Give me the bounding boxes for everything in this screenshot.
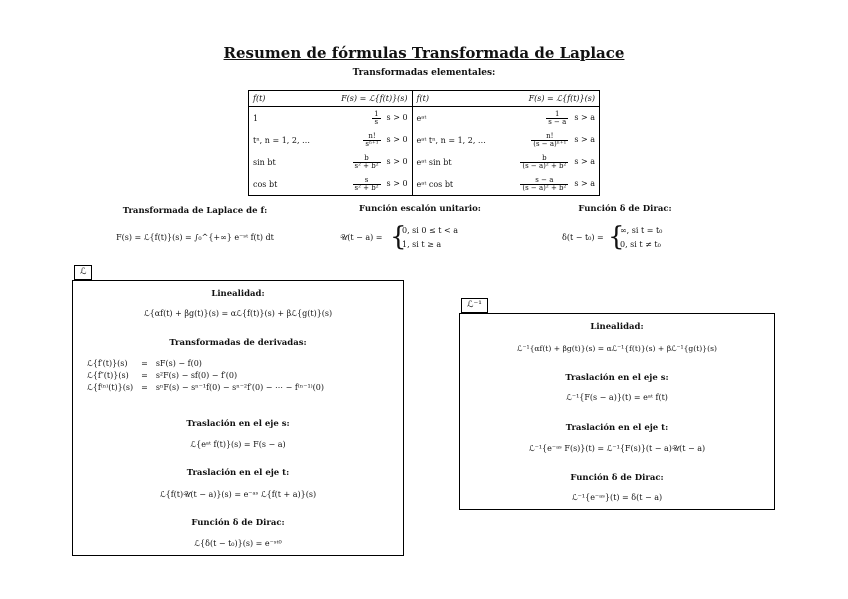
cell-f: eᵃᵗ cos bt (416, 179, 454, 189)
derivatives-heading: Transformadas de derivadas: (169, 338, 307, 348)
denominator: s² + b² (354, 161, 379, 170)
numerator: s − a (520, 177, 568, 185)
unit-step-definition (340, 224, 520, 254)
cell-f: eᵃᵗ (416, 113, 427, 123)
table-row (249, 107, 600, 130)
fraction (353, 155, 381, 170)
table-row (249, 173, 600, 196)
inv-shift-s-heading: Traslación en el eje s: (565, 373, 669, 383)
cell-f: sin bt (253, 157, 276, 167)
laplace-properties-box (72, 280, 404, 556)
cell-F (503, 107, 600, 130)
cell-f: tⁿ, n = 1, 2, … (253, 135, 311, 145)
fraction (546, 111, 568, 126)
inv-dirac-heading: Función δ de Dirac: (570, 473, 664, 483)
inv-shift-s-formula: ℒ⁻¹{F(s − a)}(t) = eᵃᵗ f(t) (566, 393, 668, 402)
laplace-definition-formula: F(s) = ℒ{f(t)}(s) = ∫₀^{+∞} e⁻ˢᵗ f(t) dt (116, 233, 274, 242)
col-header-f1: f(t) (249, 91, 325, 107)
col-header-F1: F(s) = ℒ{f(t)}(s) (325, 91, 412, 107)
deriv-rhs: sF(s) − f(0) (155, 359, 202, 368)
numerator: n! (531, 133, 568, 141)
dirac-lhs: δ(t − t₀) = (562, 233, 604, 242)
table-header-row (249, 91, 600, 107)
cell-F (503, 129, 600, 151)
inv-linearity-heading: Linealidad: (590, 322, 644, 332)
cell-F (503, 151, 600, 173)
page-title: Resumen de fórmulas Transformada de Laplace (223, 44, 625, 62)
numerator: s (353, 177, 381, 185)
dirac-case-2: 0, si t ≠ t₀ (620, 240, 661, 249)
denominator: s (374, 117, 379, 126)
condition: s > 0 (386, 135, 408, 144)
dirac-case-1: ∞, si t = t₀ (620, 226, 663, 235)
unit-step-case-1: 0, si 0 ≤ t < a (402, 226, 459, 235)
cell-f: 1 (253, 113, 259, 123)
deriv-lhs: ℒ{f⁽ⁿ⁾(t)}(s) (87, 383, 134, 392)
numerator: 1 (546, 111, 568, 119)
denominator: (s − a)² + b² (522, 161, 567, 170)
deriv-lhs: ℒ{f′(t)}(s) (87, 359, 128, 368)
linearity-formula: ℒ{αf(t) + βg(t)}(s) = αℒ{f(t)}(s) + βℒ{g(t)}(s) (143, 309, 333, 318)
laplace-box-tag: ℒ (74, 265, 92, 280)
denominator: (s − a)² + b² (522, 183, 567, 192)
derivatives-equations (87, 359, 324, 392)
unit-step-lhs: 𝒰(t − a) = (340, 233, 383, 242)
deriv-eq: = (141, 383, 148, 392)
deriv-lhs: ℒ{f″(t)}(s) (87, 371, 129, 380)
inv-dirac-formula: ℒ⁻¹{e⁻ᵃˢ}(t) = δ(t − a) (571, 493, 663, 502)
condition: s > 0 (386, 157, 408, 166)
inverse-laplace-properties-box (459, 313, 775, 510)
cell-F (325, 129, 412, 151)
numerator: b (520, 155, 568, 163)
unit-step-case-2: 1, si t ≥ a (402, 240, 442, 249)
denominator: sⁿ⁺¹ (365, 139, 379, 148)
cell-f: eᵃᵗ tⁿ, n = 1, 2, … (416, 135, 486, 145)
denominator: s − a (548, 117, 567, 126)
condition: s > a (574, 135, 595, 144)
inv-shift-t-formula: ℒ⁻¹{e⁻ᵃˢ F(s)}(t) = ℒ⁻¹{F(s)}(t − a)𝒰(t − a) (528, 444, 706, 453)
shift-s-formula: ℒ{eᵃᵗ f(t)}(s) = F(s − a) (190, 440, 286, 449)
inv-linearity-formula: ℒ⁻¹{αf(t) + βg(t)}(s) = αℒ⁻¹{f(t)}(s) + βℒ⁻¹{g(t)}(s) (517, 344, 717, 353)
brace-icon: { (608, 222, 625, 252)
cell-f: cos bt (253, 179, 278, 189)
brace-icon: { (390, 222, 407, 252)
unit-step-heading: Función escalón unitario: (359, 204, 481, 214)
fraction (520, 155, 568, 170)
numerator: n! (363, 133, 380, 141)
dirac-definition (562, 224, 712, 254)
numerator: 1 (374, 109, 379, 118)
condition: s > 0 (386, 179, 408, 188)
cell-F (325, 151, 412, 173)
dirac-transform-formula: ℒ{δ(t − t₀)}(s) = e⁻ˢᵗ⁰ (194, 539, 282, 548)
fraction (353, 177, 381, 192)
deriv-eq: = (141, 359, 148, 368)
condition: s > a (574, 179, 595, 188)
cell-f: eᵃᵗ sin bt (416, 157, 452, 167)
col-header-F2: F(s) = ℒ{f(t)}(s) (503, 91, 600, 107)
col-header-f2: f(t) (412, 91, 503, 107)
shift-t-formula: ℒ{f(t)𝒰(t − a)}(s) = e⁻ᵃˢ ℒ{f(t + a)}(s) (159, 490, 317, 499)
numerator: b (353, 155, 381, 163)
fraction (372, 111, 380, 126)
fraction (363, 133, 380, 148)
deriv-rhs: s²F(s) − sf(0) − f′(0) (155, 371, 238, 380)
denominator: s² + b² (354, 183, 379, 192)
condition: s > a (574, 113, 595, 122)
denominator: (s − a)ⁿ⁺¹ (533, 139, 567, 148)
inverse-laplace-box-tag: ℒ⁻¹ (461, 298, 488, 313)
condition: s > 0 (386, 113, 408, 122)
condition: s > a (574, 157, 595, 166)
elementary-transforms-table (248, 90, 600, 196)
inv-shift-t-heading: Traslación en el eje t: (565, 423, 669, 433)
cell-F (325, 107, 412, 130)
table-row (249, 151, 600, 173)
dirac-heading: Función δ de Dirac: (578, 204, 672, 214)
deriv-eq: = (141, 371, 148, 380)
cell-F (503, 173, 600, 196)
elementary-transforms-heading: Transformadas elementales: (352, 68, 496, 78)
dirac-transform-heading: Función δ de Dirac: (191, 518, 285, 528)
laplace-definition-heading: Transformada de Laplace de f: (122, 206, 268, 216)
table-row (249, 129, 600, 151)
fraction (531, 133, 568, 148)
linearity-heading: Linealidad: (211, 289, 265, 299)
cell-F (325, 173, 412, 196)
shift-s-heading: Traslación en el eje s: (186, 419, 290, 429)
deriv-rhs: sⁿF(s) − sⁿ⁻¹f(0) − sⁿ⁻²f′(0) − ⋯ − f⁽ⁿ⁻¹⁾(0) (155, 383, 324, 392)
shift-t-heading: Traslación en el eje t: (186, 468, 290, 478)
fraction (520, 177, 568, 192)
